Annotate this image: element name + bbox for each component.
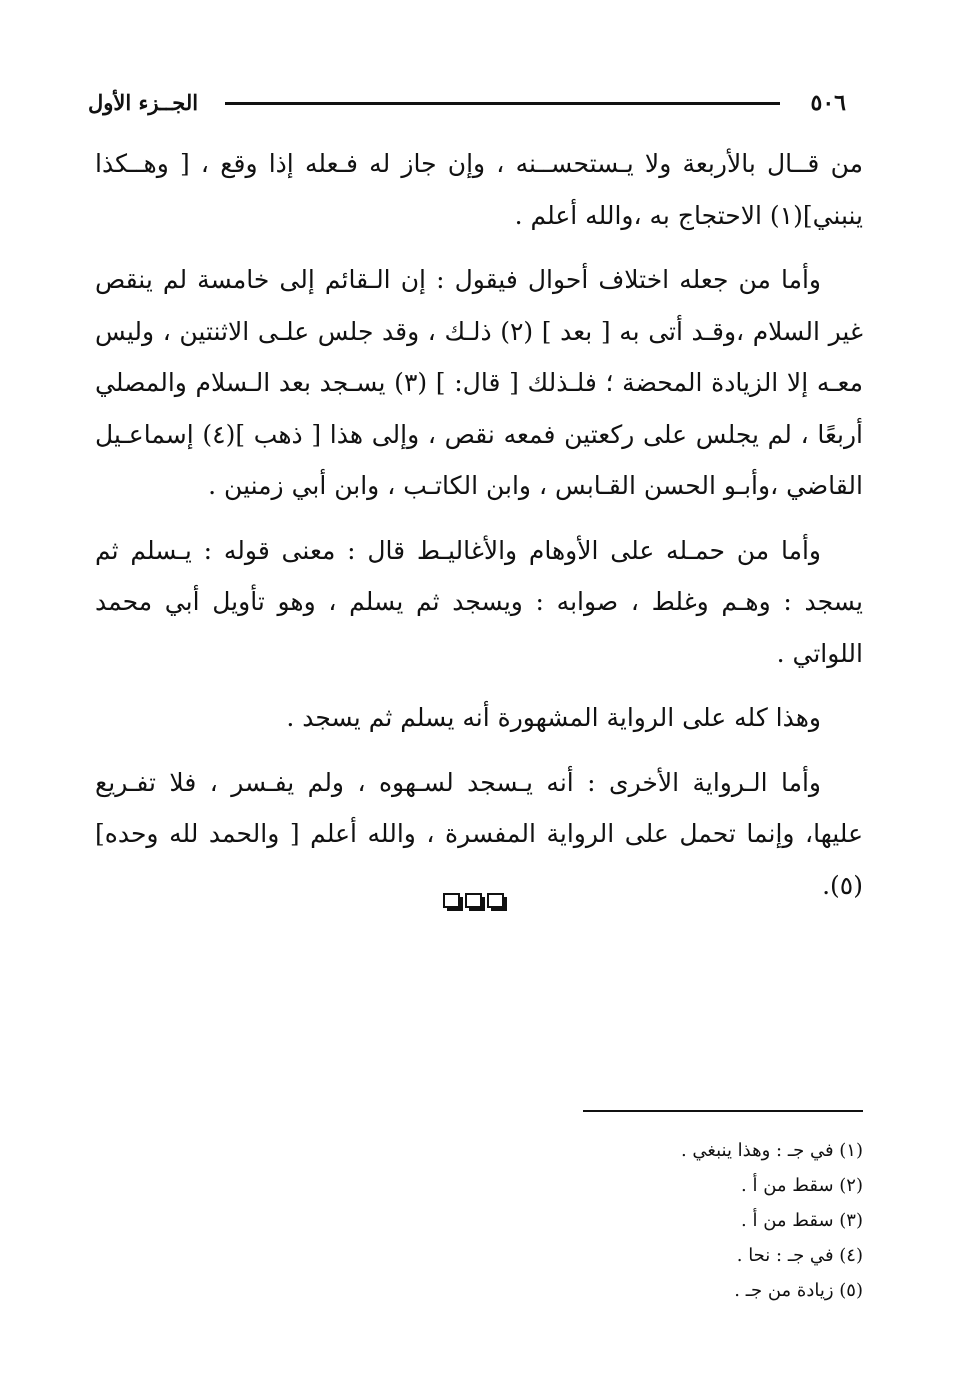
- footnote-1: (١) في جـ : وهذا ينبغي .: [680, 1140, 863, 1161]
- ornament-square-icon: [443, 893, 460, 908]
- paragraph-4: وهذا كله على الرواية المشهورة أنه يسلم ثم يسجد .: [286, 703, 821, 732]
- ornament-square-icon: [487, 893, 504, 908]
- running-header: [88, 86, 870, 122]
- volume-title: الجــزء الأول: [88, 90, 199, 115]
- footnote-5: (٥) زيادة من جـ .: [734, 1280, 863, 1301]
- footnote-3: (٣) سقط من أ .: [741, 1210, 863, 1231]
- header-rule: [225, 102, 780, 105]
- footnote-4: (٤) في جـ : نحا .: [736, 1245, 863, 1266]
- footnote-rule: [583, 1110, 863, 1112]
- footnote-2: (٢) سقط من أ .: [741, 1175, 863, 1196]
- paragraph-5: وأما الـرواية الأخرى : أنه يـسجد لسـهوه ، ولم يفـسر ، فلا تفـريع عليها، وإنما تحمل على الرواية المفسرة ، والله أعلم [ والحمد لله وحده](٥).: [95, 767, 863, 900]
- footnotes: [560, 1133, 863, 1308]
- section-separator-ornament: [443, 893, 517, 913]
- body-text: [95, 138, 863, 924]
- paragraph-3: وأما من حمـله على الأوهام والأغاليـط قال : معنى قوله : يـسلم ثم يسجد : وهـم وغلط ، صوابه : ويسجد ثم يسلم ، وهو تأويل أبي محمد اللواتي .: [95, 535, 863, 668]
- ornament-square-icon: [465, 893, 482, 908]
- page-number: ٥٠٦: [810, 90, 846, 116]
- paragraph-2: وأما من جعله اختلاف أحوال فيقول : إن الـقائم إلى خامسة لم ينقص غير السلام ،وقـد أتى به [ بعد ] (٢) ذلـك ، وقد جلس علـى الاثنتين ، وليس معـه إلا الزيادة المحضة ؛ فلـذلك [ قال: ] (٣) يسـجد بعد الـسلام والمصلي أربعًا ، لم يجلس على ركعتين فمعه نقص ، وإلى هذا [ ذهب ](٤) إسماعـيل القاضي ،وأبـو الحسن القـابس ، وابن الكاتـب ، وابن أبي زمنين .: [95, 265, 864, 500]
- paragraph-1: من قــال بالأربعة ولا يـستحســنه ، وإن جاز له فـعله إذا وقع ، [ وهــكذا ينبني](١) الاحتجاج به ،والله أعلم .: [95, 149, 863, 230]
